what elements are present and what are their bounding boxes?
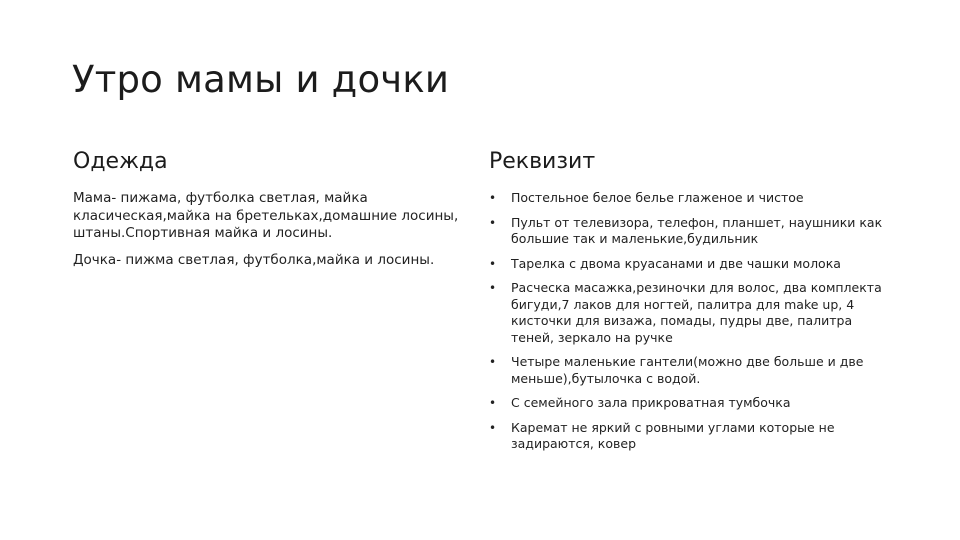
list-item [489,354,889,387]
list-item [489,420,889,453]
list-item-text: Тарелка с двома круасанами и две чашки молока [511,255,841,271]
list-item [489,215,889,248]
list-item-text: Постельное белое белье глаженое и чистое [511,190,804,205]
bullet-icon: • [489,420,497,435]
bullet-icon: • [489,256,497,271]
bullet-icon: • [489,281,497,295]
clothing-heading: Одежда [73,149,168,174]
clothing-mom-text: Мама- пижама, футболка светлая, майка класическая,майка на бретельках,домашние лосины, штаны.Спортивная майка и лосины. [73,190,459,241]
bullet-icon: • [489,191,497,205]
list-item [489,395,889,412]
list-item [489,190,889,207]
bullet-icon: • [489,215,497,230]
list-item-text: Пульт от телевизора, телефон, планшет, наушники как большие так и маленькие,будильник [511,214,883,246]
list-item-text: Каремат не яркий с ровными углами которые не задираются, ковер [511,419,835,451]
list-item [489,256,889,273]
props-heading: Реквизит [489,149,596,174]
slide-title: Утро мамы и дочки [72,58,450,101]
props-column [489,149,889,461]
list-item-text: С семейного зала прикроватная тумбочка [511,395,791,410]
props-list [489,190,889,453]
list-item [489,280,889,346]
clothing-daughter-text: Дочка- пижма светлая, футболка,майка и лосины. [73,251,435,268]
bullet-icon: • [489,396,497,410]
list-item-text: Расческа масажка,резиночки для волос, два комплекта бигуди,7 лаков для ногтей, палитра для make up, 4 кисточки для визажа, помады, пудры две, палитра теней, зеркало на ручке [511,280,882,345]
list-item-text: Четыре маленькие гантели(можно две больше и две меньше),бутылочка с водой. [511,354,864,386]
bullet-icon: • [489,355,497,369]
clothing-column [73,149,473,278]
